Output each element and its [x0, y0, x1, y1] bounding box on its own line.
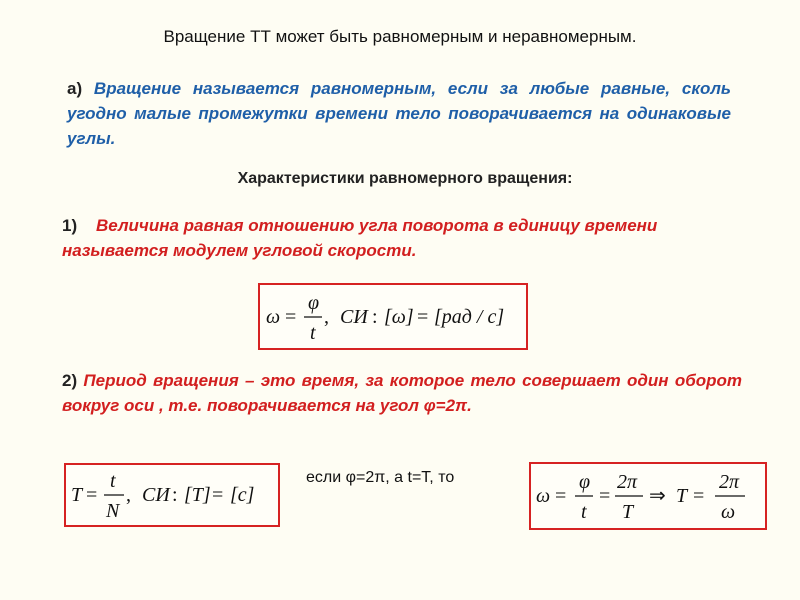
f3-eq-mid: =: [599, 485, 611, 507]
f1-eq: =: [285, 306, 297, 328]
f1-eq2: =: [417, 306, 429, 328]
f3-omega: ω: [536, 485, 551, 507]
item-1-text: Величина равная отношению угла поворота в единицу времени называется модулем угловой скорости.: [62, 216, 658, 260]
f2-unit: [c]: [230, 484, 255, 506]
derivation-formula: [531, 464, 765, 528]
angular-velocity-formula: [260, 285, 526, 348]
f3-phi: φ: [579, 471, 591, 493]
f1-omega: ω: [266, 306, 281, 328]
f3-T: T: [622, 501, 634, 523]
f2-T-unit: [T]: [184, 484, 211, 506]
f3-T2: T: [676, 485, 688, 507]
f3-two-pi: 2π: [617, 471, 638, 493]
item-period: [62, 368, 742, 418]
f1-unit: [рад / с]: [434, 306, 505, 328]
f2-comma: ,: [126, 484, 131, 506]
characteristics-heading: Характеристики равномерного вращения:: [237, 170, 573, 187]
f3-implies-arrow: ⇒: [649, 485, 666, 507]
item-2-text: Период вращения – это время, за которое тело совершает один оборот вокруг оси , т.е. поворачивается на угол φ=2π.: [62, 371, 742, 415]
f2-si: СИ: [142, 484, 170, 506]
item-2-marker: 2): [62, 371, 78, 390]
f3-eq2: =: [693, 485, 705, 507]
f2-t: t: [110, 470, 116, 492]
angular-velocity-formula-box: [258, 283, 528, 350]
f1-phi: φ: [308, 292, 320, 314]
item-1-marker: 1): [62, 216, 78, 235]
f3-omega-2: ω: [721, 501, 736, 523]
f3-t: t: [581, 501, 587, 523]
period-formula: [66, 465, 278, 525]
definition-text: Вращение называется равномерным, если за любые равные, сколь угодно малые промежутки времени тело поворачивается на одинаковые углы.: [67, 79, 731, 148]
f1-comma: ,: [324, 306, 329, 328]
f2-colon: :: [172, 484, 178, 506]
derivation-formula-box: [529, 462, 767, 530]
f3-eq: =: [555, 485, 567, 507]
f2-N: N: [106, 500, 120, 522]
f2-eq: =: [86, 484, 98, 506]
slide-title: Вращение ТТ может быть равномерным и неравномерным.: [163, 27, 637, 46]
f2-T: T: [71, 484, 83, 506]
condition-note: если φ=2π, а t=T, то: [306, 469, 455, 486]
definition-uniform-rotation: [67, 76, 731, 151]
f1-si: СИ: [340, 306, 368, 328]
f2-eq2: =: [212, 484, 224, 506]
period-formula-box: [64, 463, 280, 527]
f3-two-pi-2: 2π: [719, 471, 740, 493]
f1-colon: :: [372, 306, 378, 328]
definition-marker: а): [67, 79, 83, 98]
item-angular-velocity: [62, 213, 742, 263]
f1-t: t: [310, 322, 316, 344]
f1-omega-unit: [ω]: [384, 306, 414, 328]
